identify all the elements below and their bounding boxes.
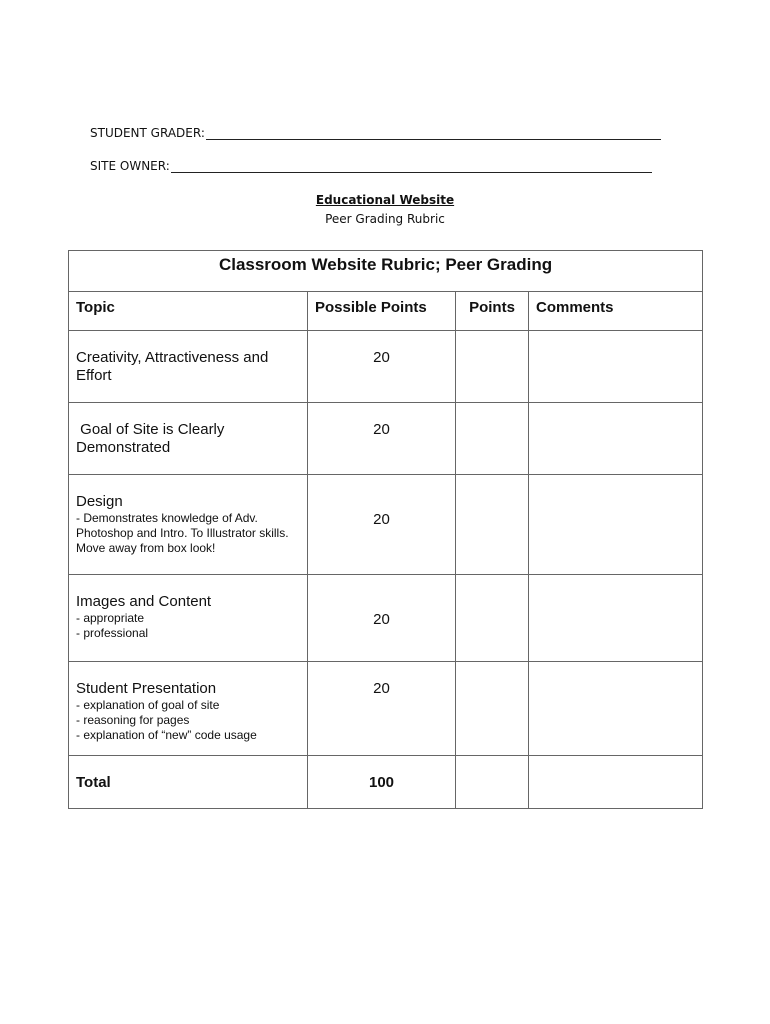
site-owner-label: SITE OWNER: [90,159,170,173]
row-bullet: - appropriate [76,611,145,625]
row-topic-title: Goal of Site is Clearly Demonstrated [76,421,229,456]
row-comments-cell[interactable] [529,403,703,475]
row-topic [69,475,308,575]
student-grader-line[interactable] [206,128,661,140]
document-subtitle: Peer Grading Rubric [325,212,445,226]
row-topic-title: Images and Content [76,593,212,610]
row-topic-title: Design [76,493,123,510]
row-topic-title: Student Presentation [76,680,217,697]
rubric-table [68,250,703,809]
site-owner-line[interactable] [171,161,652,173]
row-points-cell[interactable] [456,662,529,756]
row-comments-cell[interactable] [529,331,703,403]
row-topic [69,575,308,662]
site-owner-field[interactable] [90,159,652,173]
total-points-cell[interactable] [456,756,529,809]
table-row [69,403,703,475]
row-possible-points: 20 [308,331,456,403]
total-comments-cell[interactable] [529,756,703,809]
student-grader-label: STUDENT GRADER: [90,126,205,140]
total-label: Total [69,756,308,809]
row-topic [69,403,308,475]
row-topic [69,662,308,756]
column-header-topic: Topic [69,292,308,331]
row-topic-title: Creativity, Attractiveness and Effort [76,349,269,384]
row-bullet: - professional [76,626,149,640]
table-row [69,575,703,662]
column-header-possible-points: Possible Points [308,292,456,331]
row-comments-cell[interactable] [529,475,703,575]
row-points-cell[interactable] [456,475,529,575]
rubric-header-row [69,292,703,331]
row-bullet: - reasoning for pages [76,713,190,727]
row-points-cell[interactable] [456,403,529,475]
student-grader-field[interactable] [90,126,661,140]
total-row [69,756,703,809]
row-points-cell[interactable] [456,575,529,662]
row-possible-points: 20 [308,403,456,475]
row-points-cell[interactable] [456,331,529,403]
row-possible-points: 20 [308,662,456,756]
row-comments-cell[interactable] [529,575,703,662]
table-row [69,662,703,756]
rubric-caption: Classroom Website Rubric; Peer Grading [69,251,703,292]
row-comments-cell[interactable] [529,662,703,756]
table-row [69,331,703,403]
document-title: Educational Website [315,193,455,207]
total-possible-points: 100 [308,756,456,809]
row-bullet: - Demonstrates knowledge of Adv. Photoshop and Intro. To Illustrator skills. Move away from box look! [76,511,289,555]
row-possible-points: 20 [308,575,456,662]
table-row [69,475,703,575]
row-bullet: - explanation of “new” code usage [76,728,257,742]
row-possible-points: 20 [308,475,456,575]
column-header-comments: Comments [529,292,703,331]
row-bullet: - explanation of goal of site [76,698,220,712]
row-topic [69,331,308,403]
column-header-points: Points [456,292,529,331]
document-heading [0,193,770,226]
